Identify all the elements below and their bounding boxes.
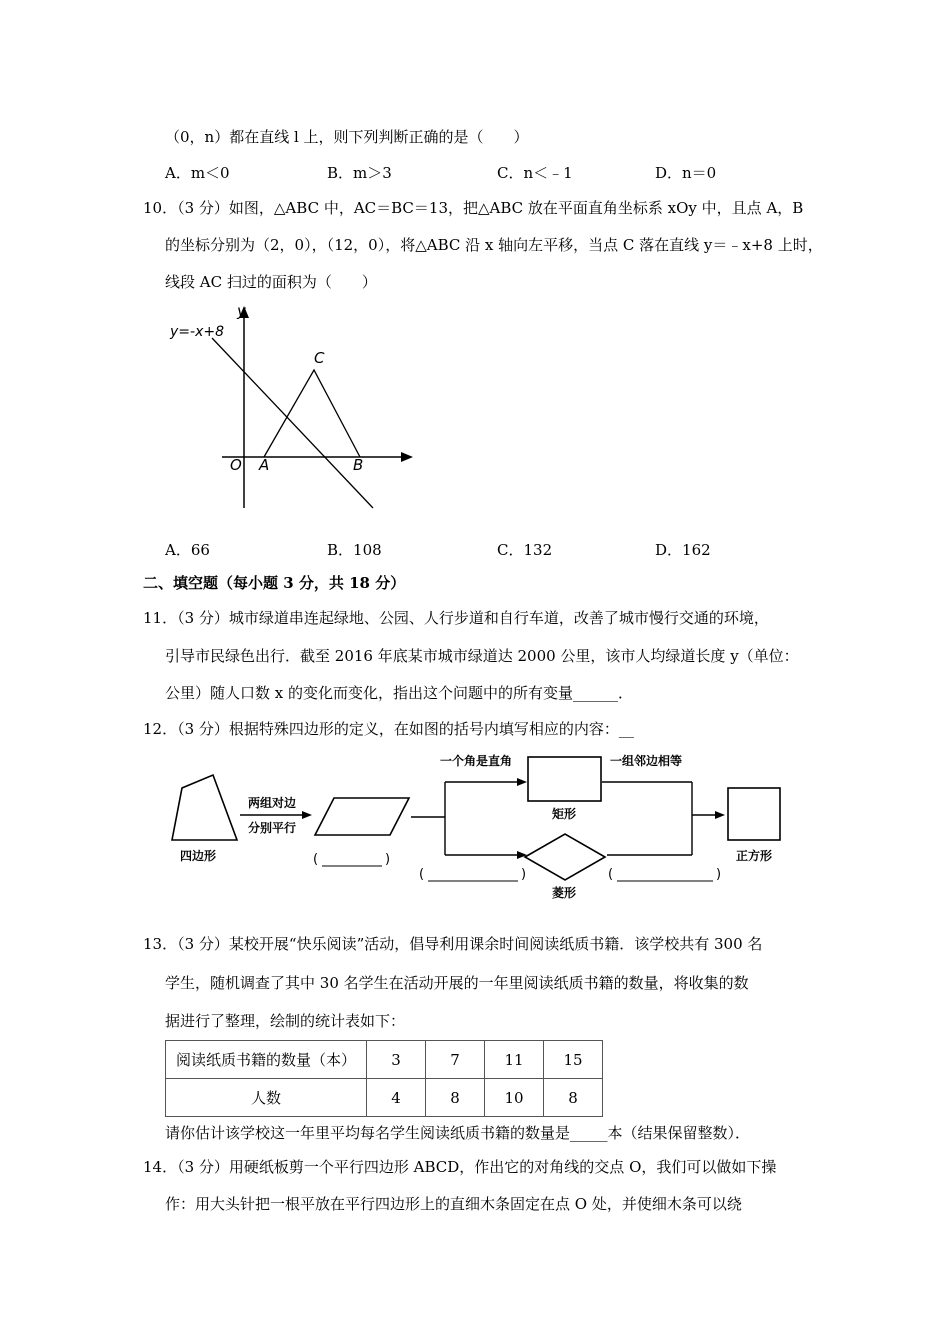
q14-line2: 作：用大头针把一根平放在平行四边形上的直细木条固定在点 O 处，并使细木条可以绕 bbox=[165, 1195, 742, 1213]
cond-right-angle-label: 一个角是直角 bbox=[440, 754, 513, 768]
cond-adjacent-label: 一组邻边相等 bbox=[610, 754, 683, 768]
quad-label: 四边形 bbox=[180, 849, 217, 863]
q10-line1: 10．（3 分）如图，△ABC 中，AC＝BC＝13，把△ABC 放在平面直角坐标系 xOy 中，且点 A，B bbox=[143, 199, 804, 217]
q11-line1: 11．（3 分）城市绿道串连起绿地、公园、人行步道和自行车道，改善了城市慢行交通的环境， bbox=[143, 609, 769, 627]
table-cell: 7 bbox=[426, 1041, 485, 1079]
line-equation-label: y=-x+8 bbox=[170, 324, 224, 340]
quadrilateral-shape bbox=[172, 775, 237, 840]
y-axis-label: y bbox=[237, 302, 246, 320]
paren-close-3: ) bbox=[716, 867, 722, 882]
table-cell: 8 bbox=[426, 1079, 485, 1117]
q9-option-a: A．m＜0 bbox=[165, 164, 230, 182]
paren-open-3: ( bbox=[608, 867, 614, 882]
parallelogram-shape bbox=[315, 798, 409, 835]
q14-line1: 14．（3 分）用硬纸板剪一个平行四边形 ABCD，作出它的对角线的交点 O，我们可以做如下操 bbox=[143, 1158, 777, 1176]
q10-option-a: A．66 bbox=[165, 541, 210, 559]
q10-option-d: D．162 bbox=[655, 541, 711, 559]
q10-line3: 线段 AC 扫过的面积为（ ） bbox=[165, 273, 377, 291]
rhombus-shape bbox=[525, 834, 605, 880]
q13-line2: 学生，随机调查了其中 30 名学生在活动开展的一年里阅读纸质书籍的数量，将收集的数 bbox=[165, 974, 749, 992]
table-cell: 11 bbox=[485, 1041, 544, 1079]
q13-line1: 13．（3 分）某校开展“快乐阅读”活动，倡导利用课余时间阅读纸质书籍．该学校共有 300 名 bbox=[143, 935, 763, 953]
q11-line3: 公里）随人口数 x 的变化而变化，指出这个问题中的所有变量______． bbox=[165, 684, 633, 702]
reading-stat-table bbox=[165, 1040, 603, 1117]
q13-line4: 请你估计该学校这一年里平均每名学生阅读纸质书籍的数量是_____本（结果保留整数）． bbox=[165, 1124, 751, 1142]
table-row bbox=[166, 1041, 603, 1079]
paren-close-1: ) bbox=[385, 852, 391, 867]
table-header-cell: 人数 bbox=[166, 1079, 367, 1117]
square-shape bbox=[728, 788, 780, 840]
rectangle-shape bbox=[528, 757, 601, 801]
table-cell: 15 bbox=[544, 1041, 603, 1079]
q13-line3: 据进行了整理，绘制的统计表如下： bbox=[165, 1012, 406, 1030]
square-label: 正方形 bbox=[736, 849, 773, 863]
origin-label: O bbox=[230, 456, 242, 474]
q10-option-b: B．108 bbox=[327, 541, 382, 559]
q10-option-c: C．132 bbox=[497, 541, 553, 559]
arrow1-bottom-label: 分别平行 bbox=[248, 821, 297, 835]
table-row bbox=[166, 1079, 603, 1117]
q10-coordinate-figure bbox=[160, 300, 430, 515]
table-cell: 3 bbox=[367, 1041, 426, 1079]
table-cell: 8 bbox=[544, 1079, 603, 1117]
q9-option-c: C．n＜﹣1 bbox=[497, 164, 573, 182]
q12-text: 12．（3 分）根据特殊四边形的定义，在如图的括号内填写相应的内容：__ bbox=[143, 720, 634, 738]
q9-text: （0，n）都在直线 l 上，则下列判断正确的是（ ） bbox=[165, 128, 529, 146]
section-title: 二、填空题（每小题 3 分，共 18 分） bbox=[143, 574, 406, 592]
point-c-label: C bbox=[314, 349, 325, 367]
q9-option-b: B．m＞3 bbox=[327, 164, 392, 182]
point-a-label: A bbox=[259, 456, 270, 474]
rhombus-label: 菱形 bbox=[552, 886, 577, 900]
paren-open-2: ( bbox=[419, 867, 425, 882]
table-cell: 4 bbox=[367, 1079, 426, 1117]
point-b-label: B bbox=[353, 456, 364, 474]
paren-open-1: ( bbox=[313, 852, 319, 867]
q11-line2: 引导市民绿色出行．截至 2016 年底某市城市绿道达 2000 公里，该市人均绿道长度 y（单位： bbox=[165, 647, 799, 665]
q9-option-d: D．n＝0 bbox=[655, 164, 717, 182]
q10-line2: 的坐标分别为（2，0），（12，0），将△ABC 沿 x 轴向左平移，当点 C 落在直线 y＝﹣x+8 上时， bbox=[165, 236, 823, 254]
table-cell: 10 bbox=[485, 1079, 544, 1117]
quadrilateral-diagram bbox=[160, 745, 800, 905]
arrow1-top-label: 两组对边 bbox=[248, 796, 297, 810]
paren-close-2: ) bbox=[521, 867, 527, 882]
table-header-cell: 阅读纸质书籍的数量（本） bbox=[166, 1041, 367, 1079]
rect-label: 矩形 bbox=[552, 807, 577, 821]
